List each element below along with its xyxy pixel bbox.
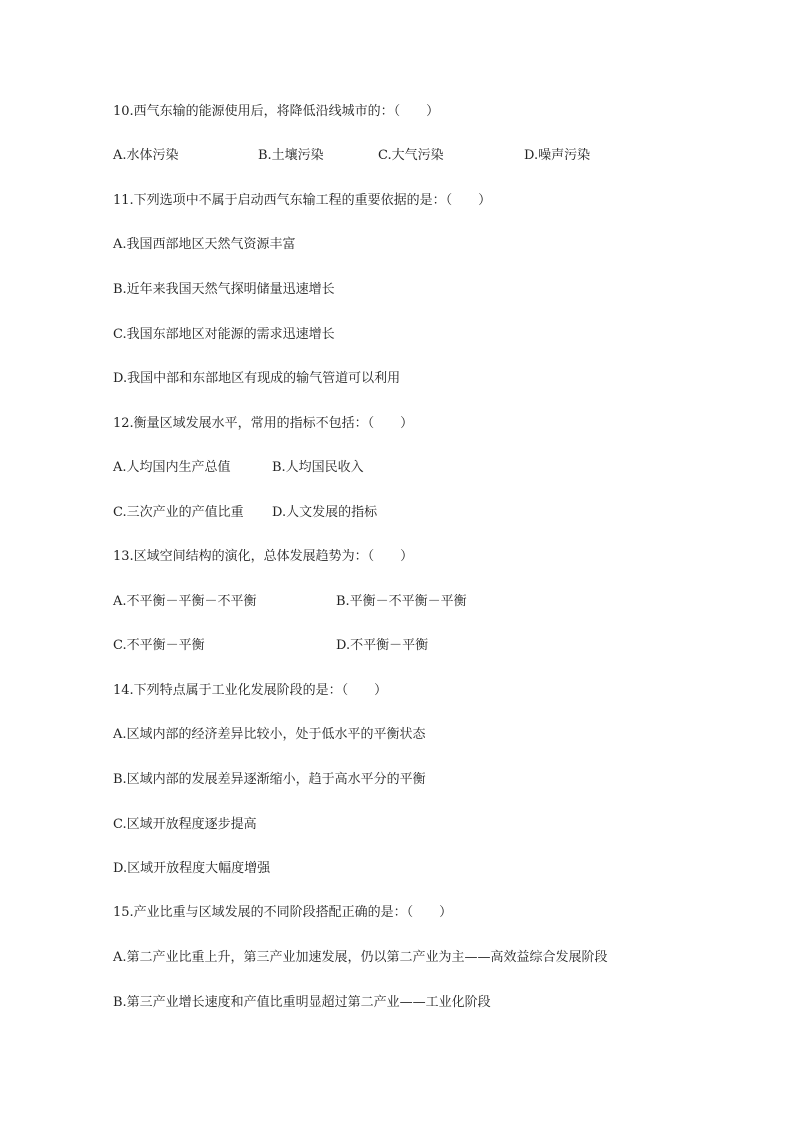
question-15-option-a: A.第二产业比重上升，第三产业加速发展，仍以第二产业为主——高效益综合发展阶段 — [113, 950, 608, 965]
question-13-option-d: D.不平衡－平衡 — [336, 638, 429, 653]
question-10-option-a: A.水体污染 — [113, 148, 179, 163]
question-14-option-a: A.区域内部的经济差异比较小，处于低水平的平衡状态 — [113, 727, 426, 742]
question-15-option-b: B.第三产业增长速度和产值比重明显超过第二产业——工业化阶段 — [113, 995, 491, 1010]
question-13-option-c: C.不平衡－平衡 — [113, 638, 205, 653]
question-10-stem: 10.西气东输的能源使用后，将降低沿线城市的：（ ） — [113, 104, 440, 119]
question-12-option-a: A.人均国内生产总值 — [113, 460, 231, 475]
question-10-option-b: B.土壤污染 — [258, 148, 324, 163]
question-10-option-c: C.大气污染 — [378, 148, 444, 163]
question-11-option-d: D.我国中部和东部地区有现成的输气管道可以利用 — [113, 371, 401, 386]
question-12-stem: 12.衡量区域发展水平，常用的指标不包括：（ ） — [113, 416, 414, 431]
question-14-stem: 14.下列特点属于工业化发展阶段的是：（ ） — [113, 683, 388, 698]
question-11-stem: 11.下列选项中不属于启动西气东输工程的重要依据的是：（ ） — [113, 193, 492, 208]
question-10-option-d: D.噪声污染 — [524, 148, 591, 163]
question-11-option-b: B.近年来我国天然气探明储量迅速增长 — [113, 282, 335, 297]
question-14-option-d: D.区域开放程度大幅度增强 — [113, 861, 271, 876]
question-11-option-c: C.我国东部地区对能源的需求迅速增长 — [113, 327, 335, 342]
question-12-option-d: D.人文发展的指标 — [272, 505, 378, 520]
question-12-option-b: B.人均国民收入 — [272, 460, 364, 475]
question-15-stem: 15.产业比重与区域发展的不同阶段搭配正确的是：（ ） — [113, 905, 453, 920]
question-11-option-a: A.我国西部地区天然气资源丰富 — [113, 237, 296, 252]
question-13-stem: 13.区域空间结构的演化，总体发展趋势为：（ ） — [113, 549, 414, 564]
question-14-option-b: B.区域内部的发展差异逐渐缩小，趋于高水平分的平衡 — [113, 772, 426, 787]
question-14-option-c: C.区域开放程度逐步提高 — [113, 817, 257, 832]
question-13-option-a: A.不平衡－平衡－不平衡 — [113, 594, 257, 609]
question-13-option-b: B.平衡－不平衡－平衡 — [336, 594, 467, 609]
question-12-option-c: C.三次产业的产值比重 — [113, 505, 244, 520]
